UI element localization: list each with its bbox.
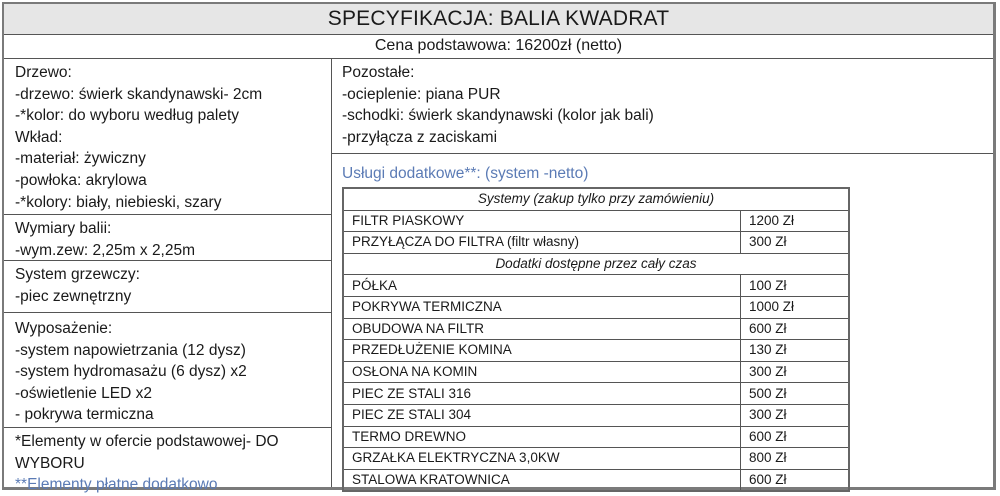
item-price: 130 Zł — [741, 340, 850, 362]
left-column — [4, 59, 332, 494]
item-name: PRZYŁĄCZA DO FILTRA (filtr własny) — [343, 232, 741, 254]
table-row — [343, 275, 849, 297]
spec-line: -materiał: żywiczny — [15, 150, 146, 168]
section-drzewo — [4, 59, 331, 215]
item-name: FILTR PIASKOWY — [343, 210, 741, 232]
spec-sheet — [2, 2, 996, 494]
spec-line: -*kolory: biały, niebieski, szary — [15, 193, 222, 211]
table-row — [343, 426, 849, 448]
table-row — [343, 361, 849, 383]
item-price: 800 Zł — [741, 448, 850, 470]
spec-line: -schodki: świerk skandynawski (kolor jak bali) — [342, 107, 654, 125]
note-included-cont: WYBORU — [15, 454, 85, 472]
item-name: OSŁONA NA KOMIN — [343, 361, 741, 383]
table-row — [343, 296, 849, 318]
item-name: GRZAŁKA ELEKTRYCZNA 3,0KW — [343, 448, 741, 470]
section-heading: Pozostałe: — [342, 64, 415, 81]
spec-line: -wym.zew: 2,25m x 2,25m — [15, 241, 196, 259]
section-pozostale — [332, 59, 993, 154]
item-name: STALOWA KRATOWNICA — [343, 469, 741, 491]
table-row — [343, 232, 849, 254]
item-name: PIEC ZE STALI 304 — [343, 404, 741, 426]
item-price: 600 Zł — [741, 318, 850, 340]
table-row — [343, 340, 849, 362]
section-uslugi — [332, 155, 993, 487]
section-system-grzewczy — [4, 261, 331, 313]
spec-line: -oświetlenie LED x2 — [15, 384, 152, 402]
section-heading: System grzewczy: — [15, 266, 140, 283]
base-price: Cena podstawowa: 16200zł (netto) — [4, 34, 993, 59]
item-price: 300 Zł — [741, 404, 850, 426]
item-price: 500 Zł — [741, 383, 850, 405]
item-name: OBUDOWA NA FILTR — [343, 318, 741, 340]
section-wyposazenie — [4, 313, 331, 428]
table-group-row — [343, 253, 849, 275]
spec-line: - pokrywa termiczna — [15, 406, 154, 424]
spec-line: -system napowietrzania (12 dysz) — [15, 341, 246, 359]
table-row — [343, 318, 849, 340]
note-paid-extra: **Elementy płatne dodatkowo — [15, 476, 218, 494]
note-included: *Elementy w ofercie podstawowej- DO — [15, 433, 279, 450]
section-heading: Drzewo: — [15, 64, 72, 81]
table-row — [343, 469, 849, 491]
item-name: TERMO DREWNO — [343, 426, 741, 448]
item-price: 1000 Zł — [741, 296, 850, 318]
item-name: PIEC ZE STALI 316 — [343, 383, 741, 405]
table-row — [343, 210, 849, 232]
spec-line: -przyłącza z zaciskami — [342, 128, 498, 146]
right-column — [332, 59, 993, 487]
table-row — [343, 404, 849, 426]
table-group-row — [343, 188, 849, 210]
item-price: 300 Zł — [741, 361, 850, 383]
section-wymiary — [4, 215, 331, 261]
item-price: 1200 Zł — [741, 210, 850, 232]
section-heading: Wkład: — [15, 128, 63, 146]
group-header-dodatki: Dodatki dostępne przez cały czas — [343, 253, 849, 275]
item-price: 300 Zł — [741, 232, 850, 254]
spec-line: -powłoka: akrylowa — [15, 171, 147, 189]
item-price: 600 Zł — [741, 426, 850, 448]
item-name: POKRYWA TERMICZNA — [343, 296, 741, 318]
section-heading: Wymiary balii: — [15, 220, 112, 237]
addons-table — [342, 187, 850, 492]
item-name: PÓŁKA — [343, 275, 741, 297]
spec-line: -piec zewnętrzny — [15, 287, 132, 305]
spec-line: -*kolor: do wyboru według palety — [15, 107, 240, 125]
item-price: 100 Zł — [741, 275, 850, 297]
spec-line: -drzewo: świerk skandynawski- 2cm — [15, 85, 263, 103]
section-notes — [4, 428, 331, 494]
page-title: SPECYFIKACJA: BALIA KWADRAT — [4, 4, 993, 35]
section-heading: Wyposażenie: — [15, 320, 113, 337]
table-row — [343, 448, 849, 470]
uslugi-heading: Usługi dodatkowe**: (system -netto) — [342, 165, 589, 182]
group-header-systemy: Systemy (zakup tylko przy zamówieniu) — [343, 188, 849, 210]
spec-line: -system hydromasażu (6 dysz) x2 — [15, 363, 247, 381]
table-row — [343, 383, 849, 405]
item-price: 600 Zł — [741, 469, 850, 491]
item-name: PRZEDŁUŻENIE KOMINA — [343, 340, 741, 362]
spec-line: -ocieplenie: piana PUR — [342, 85, 501, 103]
